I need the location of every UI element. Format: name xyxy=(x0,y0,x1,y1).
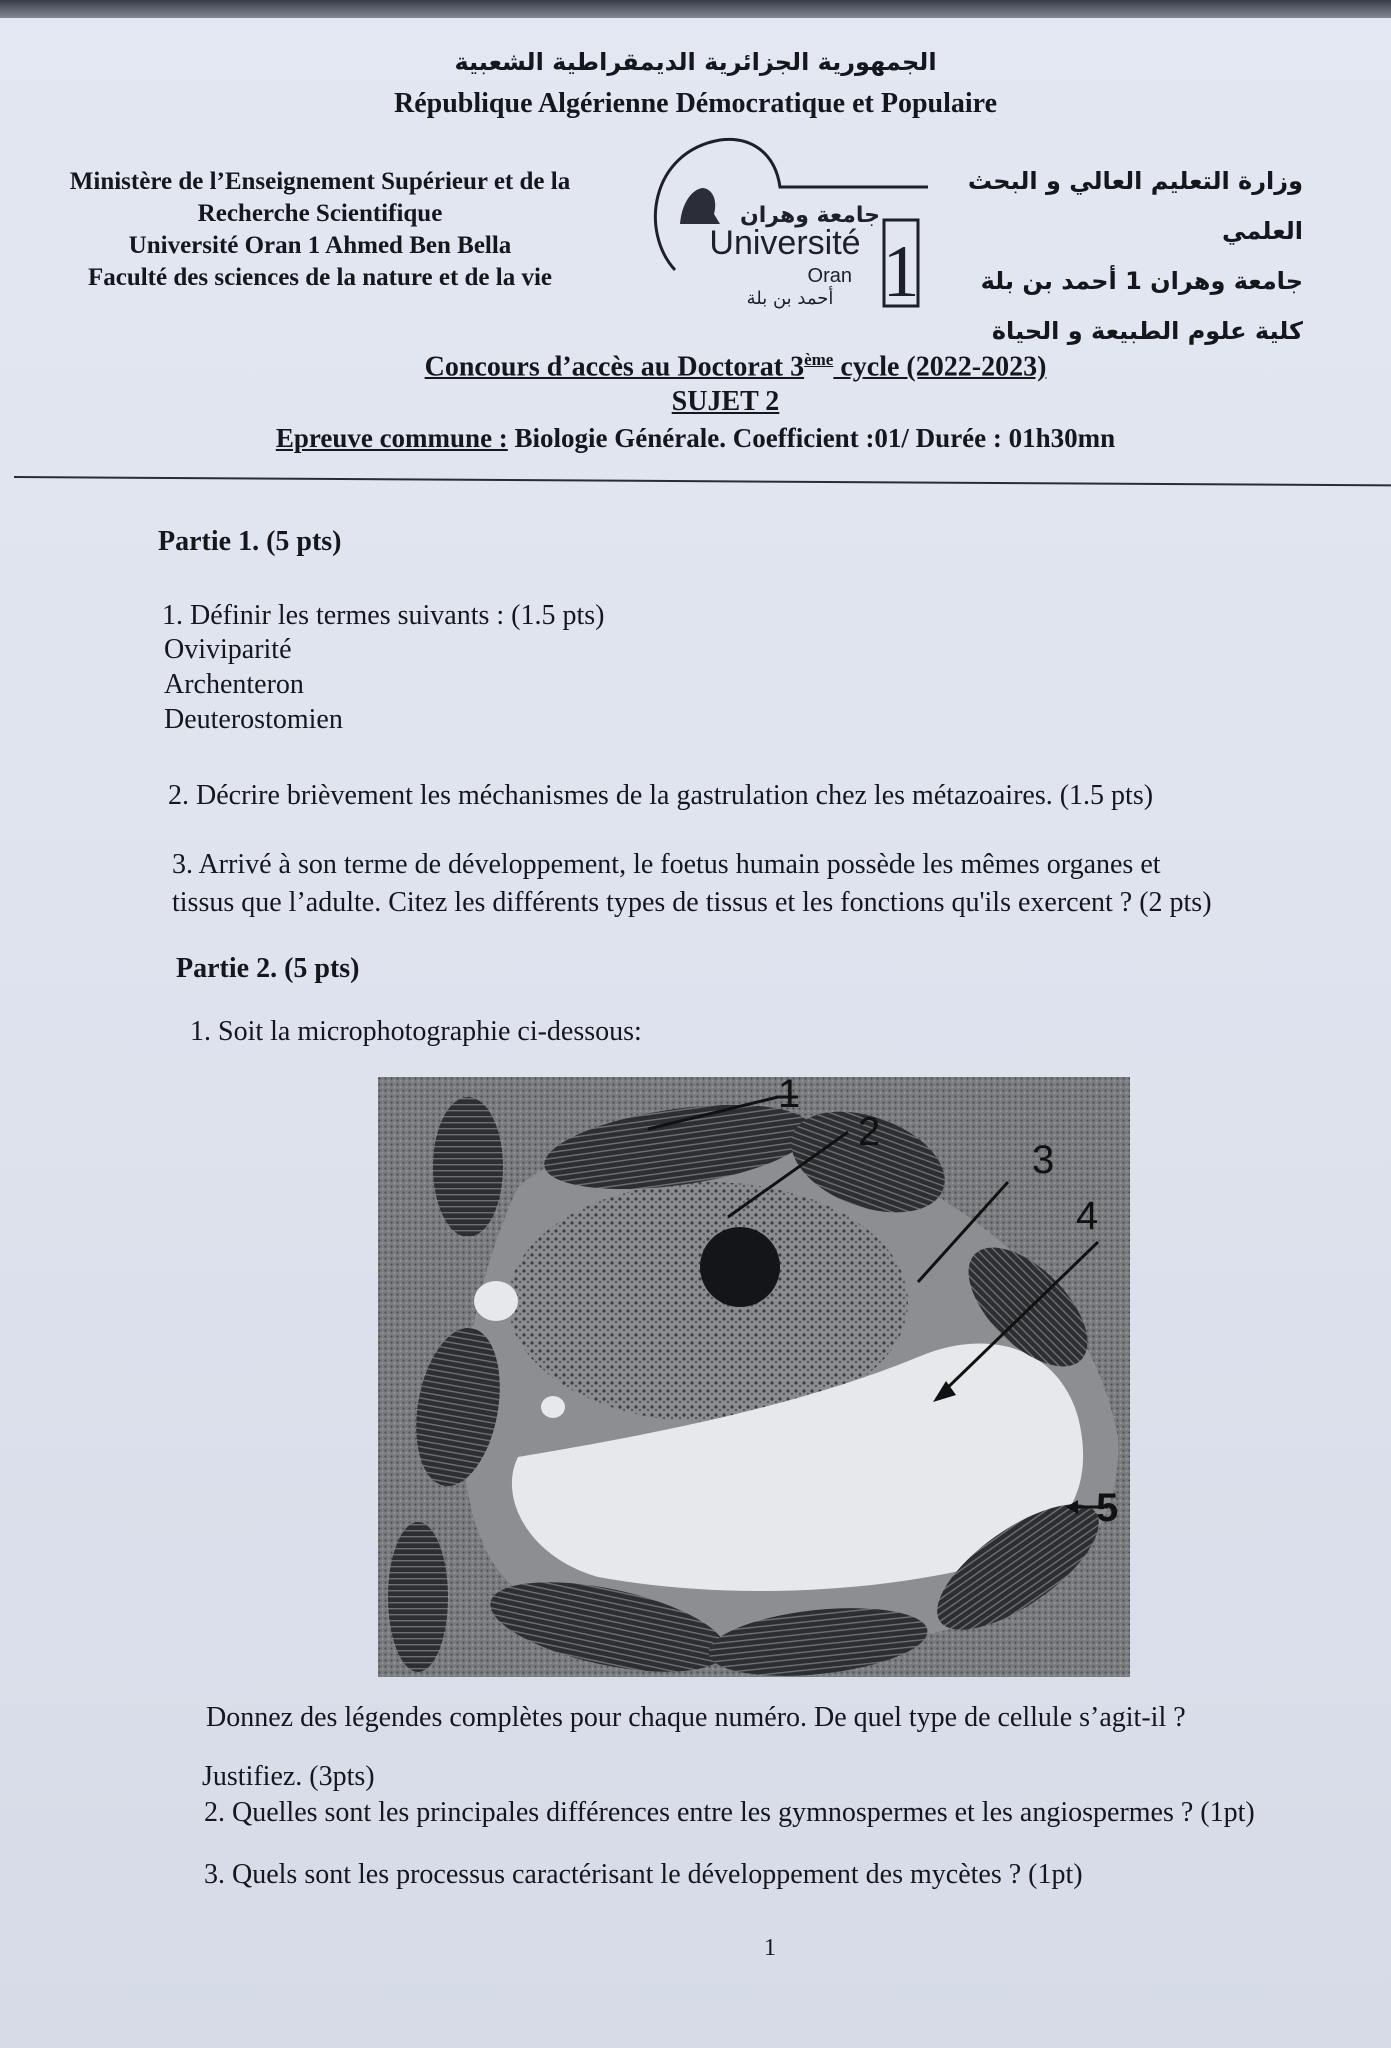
concours-title xyxy=(0,350,1391,383)
arabic-ministry-line: وزارة التعليم العالي و البحث العلمي xyxy=(967,167,1303,245)
figure-label-1: 1 xyxy=(778,1077,801,1116)
micrograph-figure xyxy=(378,1077,1130,1677)
figure-label-5: 5 xyxy=(1096,1486,1119,1530)
page-number: 1 xyxy=(764,1935,776,1961)
term-3: Deuterostomien xyxy=(164,704,343,735)
concours-suffix: cycle (2022-2023) xyxy=(833,351,1047,383)
sujet-title: SUJET 2 xyxy=(671,386,780,417)
partie1-q1: 1. Définir les termes suivants : (1.5 pts) xyxy=(162,600,605,631)
partie1-q2: 2. Décrire brièvement les méchanismes de la gastrulation chez les métazoaires. (1.5 pts) xyxy=(168,780,1154,811)
legend-question-line1: Donnez des légendes complètes pour chaque numéro. De quel type de cellule s’agit-il ? xyxy=(206,1702,1186,1733)
partie2-heading: Partie 2. (5 pts) xyxy=(176,953,360,984)
logo-arabic-top: جامعة وهران xyxy=(739,203,881,228)
logo-city: Oran xyxy=(807,265,852,287)
republic-arabic: الجمهورية الجزائرية الديمقراطية الشعبية xyxy=(454,48,937,76)
epreuve-line xyxy=(0,423,1391,454)
logo-number: 1 xyxy=(882,231,920,312)
figure-label-3: 3 xyxy=(1032,1138,1055,1182)
figure-label-2: 2 xyxy=(858,1110,881,1154)
ministry-line-1: Ministère de l’Enseignement Supérieur et de la xyxy=(69,168,571,195)
logo-word: Université xyxy=(709,224,861,262)
concours-sup: ème xyxy=(804,350,834,369)
sphinx-icon xyxy=(680,188,720,224)
arabic-faculty-line: كلية علوم الطبيعة و الحياة xyxy=(991,317,1303,345)
nucleolus xyxy=(700,1227,780,1307)
legend-question-line2: Justifiez. (3pts) xyxy=(202,1761,375,1792)
ministry-line-2: Recherche Scientifique xyxy=(197,200,443,227)
university-logo xyxy=(640,132,930,312)
logo-arabic-bottom: أحمد بن بلة xyxy=(746,288,834,309)
faculty-line: Faculté des sciences de la nature et de la vie xyxy=(87,264,553,291)
concours-prefix: Concours d’accès au Doctorat 3 xyxy=(424,351,805,383)
partie2-q3: 3. Quels sont les processus caractérisant le développement des mycètes ? (1pt) xyxy=(204,1859,1083,1890)
arabic-university-line: جامعة وهران 1 أحمد بن بلة xyxy=(980,267,1303,295)
partie1-q3-line1: 3. Arrivé à son terme de développement, le foetus humain possède les mêmes organes et xyxy=(172,849,1161,880)
epreuve-text: Biologie Générale. Coefficient :01/ Durée : 01h30mn xyxy=(507,423,1116,453)
ministry-block xyxy=(20,166,620,294)
partie2-q1: 1. Soit la microphotographie ci-dessous: xyxy=(190,1016,642,1047)
figure-label-4: 4 xyxy=(1076,1194,1099,1238)
republic-french: République Algérienne Démocratique et Populaire xyxy=(394,88,997,119)
partie2-q2: 2. Quelles sont les principales différences entre les gymnospermes et les angiospermes ? (1pt) xyxy=(204,1797,1255,1828)
partie1-heading: Partie 1. (5 pts) xyxy=(158,526,342,557)
partie1-q3-line2: tissus que l’adulte. Citez les différents types de tissus et les fonctions qu'ils exercent ? (2 pts) xyxy=(172,887,1212,918)
epreuve-label: Epreuve commune : xyxy=(275,423,508,453)
term-1: Oviviparité xyxy=(164,634,292,665)
term-2: Archenteron xyxy=(164,669,304,700)
arabic-ministry-block xyxy=(883,156,1303,356)
university-line: Université Oran 1 Ahmed Ben Bella xyxy=(128,232,512,259)
